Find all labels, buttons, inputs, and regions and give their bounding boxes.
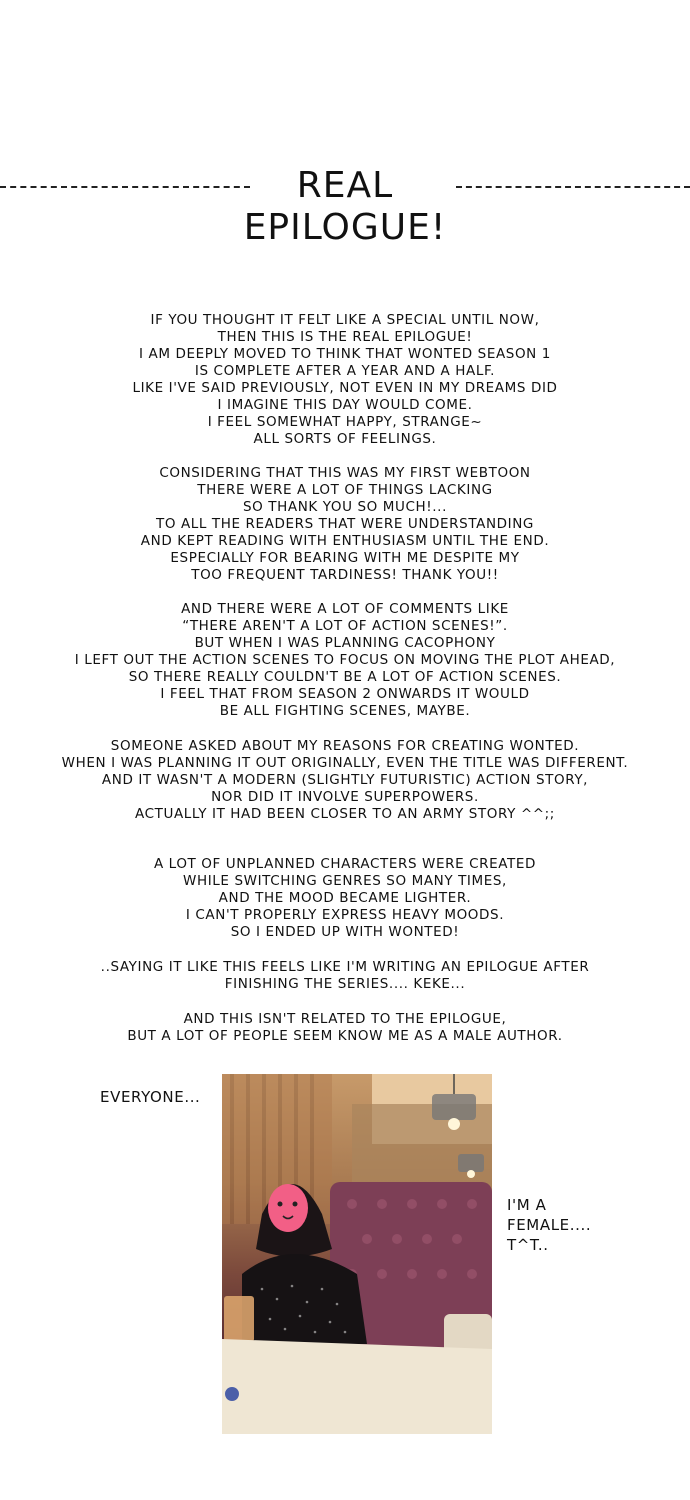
paragraph-4: SOMEONE ASKED ABOUT MY REASONS FOR CREATING WONTED. WHEN I WAS PLANNING IT OUT ORIGINALLY, EVEN THE TITLE WAS DIFFERENT. AND IT WASN'T A MODERN (SLIGHTLY FUTURISTIC) ACTION STORY, NOR DID IT INVOLVE SUPERPOWERS. ACTUALLY IT HAD BEEN CLOSER TO AN ARMY STORY ^^;; [61,738,629,822]
author-photo [222,1074,492,1434]
author-photo-illustration [222,1074,492,1434]
page-title-line1: REAL [296,165,394,206]
paragraph-3: AND THERE WERE A LOT OF COMMENTS LIKE “THERE AREN'T A LOT OF ACTION SCENES!”. BUT WHEN I WAS PLANNING CACOPHONY I LEFT OUT THE ACTION SCENES TO FOCUS ON MOVING THE PLOT AHEAD, SO THERE REALLY COULDN'T BE A LOT OF ACTION SCENES. I FEEL THAT FROM SEASON 2 ONWARDS IT WOULD BE ALL FIGHTING SCENES, MAYBE. [74,601,616,719]
page-title-line2: EPILOGUE! [243,207,447,248]
face-sticker-icon [268,1184,308,1232]
photo-caption-left: EVERYONE... [100,1088,201,1106]
paragraph-5: A LOT OF UNPLANNED CHARACTERS WERE CREATED WHILE SWITCHING GENRES SO MANY TIMES, AND THE MOOD BECAME LIGHTER. I CAN'T PROPERLY EXPRESS HEAVY MOODS. SO I ENDED UP WITH WONTED! [153,856,537,940]
paragraph-2: CONSIDERING THAT THIS WAS MY FIRST WEBTOON THERE WERE A LOT OF THINGS LACKING SO THANK YOU SO MUCH!... TO ALL THE READERS THAT WERE UNDERSTANDING AND KEPT READING WITH ENTHUSIASM UNTIL THE END. ESPECIALLY FOR BEARING WITH ME DESPITE MY TOO FREQUENT TARDINESS! THANK YOU!! [140,465,550,583]
photo-caption-right: I'M A FEMALE.... T^T.. [507,1196,592,1254]
paragraph-1: IF YOU THOUGHT IT FELT LIKE A SPECIAL UNTIL NOW, THEN THIS IS THE REAL EPILOGUE! I AM DEEPLY MOVED TO THINK THAT WONTED SEASON 1 IS COMPLETE AFTER A YEAR AND A HALF. LIKE I'VE SAID PREVIOUSLY, NOT EVEN IN MY DREAMS DID I IMAGINE THIS DAY WOULD COME. I FEEL SOMEWHAT HAPPY, STRANGE~ ALL SORTS OF FEELINGS. [132,312,558,447]
paragraph-7: AND THIS ISN'T RELATED TO THE EPILOGUE, BUT A LOT OF PEOPLE SEEM KNOW ME AS A MALE AUTHOR. [127,1011,563,1044]
paragraph-6: ..SAYING IT LIKE THIS FEELS LIKE I'M WRITING AN EPILOGUE AFTER FINISHING THE SERIES.... KEKE... [100,959,590,992]
